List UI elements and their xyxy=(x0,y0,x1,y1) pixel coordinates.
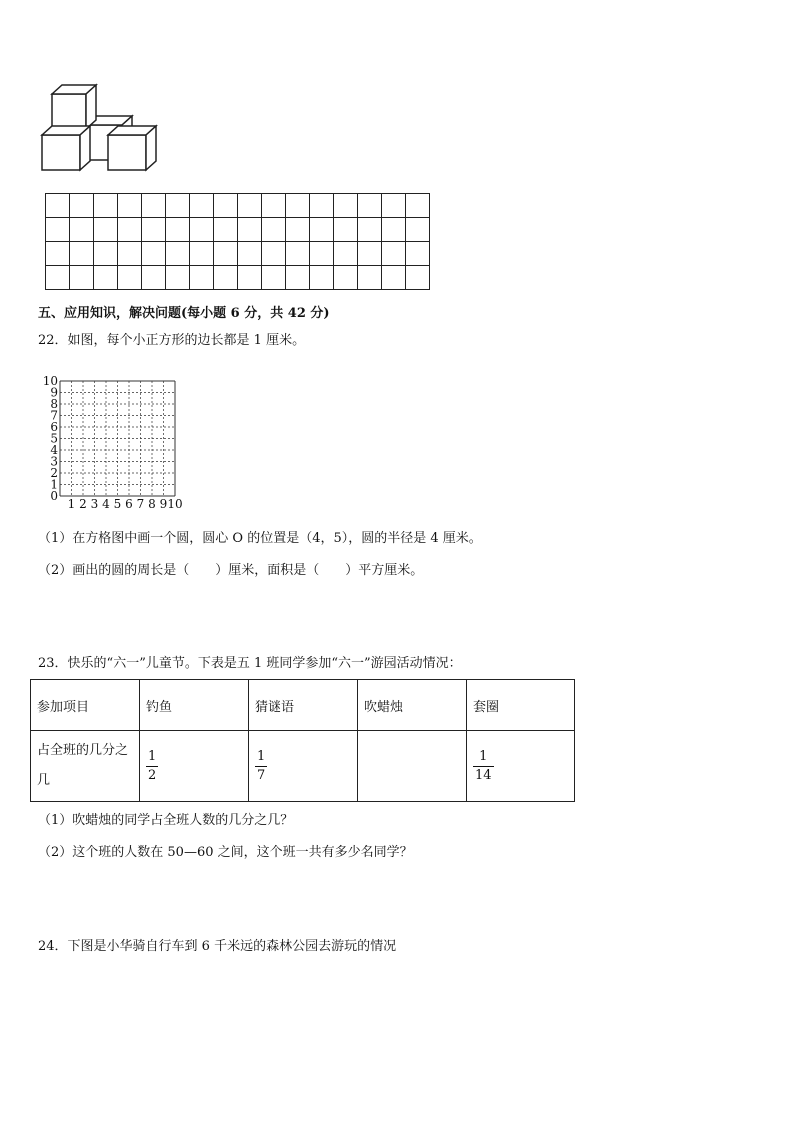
grid-cell[interactable] xyxy=(214,266,238,290)
fraction-cell-empty[interactable] xyxy=(358,731,467,802)
fraction-cell xyxy=(467,731,575,802)
row-label-cell: 占全班的几分之几 xyxy=(31,731,140,802)
fraction xyxy=(146,749,158,784)
activity-table xyxy=(30,679,575,802)
fraction-denominator: 14 xyxy=(475,767,492,783)
grid-cell[interactable] xyxy=(166,194,190,218)
x-axis-label: 4 xyxy=(102,497,110,511)
grid-cell[interactable] xyxy=(190,242,214,266)
grid-cell[interactable] xyxy=(334,194,358,218)
grid-cell[interactable] xyxy=(70,194,94,218)
grid-cell[interactable] xyxy=(70,266,94,290)
q23-part1: （1）吹蜡烛的同学占全班人数的几分之几？ xyxy=(38,813,294,828)
grid-cell[interactable] xyxy=(70,242,94,266)
grid-cell[interactable] xyxy=(334,266,358,290)
grid-row xyxy=(46,218,430,242)
fraction-denominator: 2 xyxy=(148,767,157,783)
y-axis-label: 0 xyxy=(50,489,58,503)
grid-cell[interactable] xyxy=(190,194,214,218)
coordinate-grid[interactable] xyxy=(35,368,195,513)
grid-cell[interactable] xyxy=(310,266,334,290)
x-axis-label: 5 xyxy=(113,497,122,511)
grid-cell[interactable] xyxy=(46,266,70,290)
grid-cell[interactable] xyxy=(214,194,238,218)
grid-cell[interactable] xyxy=(334,218,358,242)
grid-cell[interactable] xyxy=(118,218,142,242)
q22-stem: 22．如图，每个小正方形的边长都是 1 厘米。 xyxy=(38,333,306,348)
y-axis-label: 1 xyxy=(50,477,58,492)
grid-cell[interactable] xyxy=(238,194,262,218)
grid-cell[interactable] xyxy=(118,194,142,218)
q22-part2: （2）画出的圆的周长是（ ）厘米，面积是（ ）平方厘米。 xyxy=(38,563,424,578)
x-axis-label: 2 xyxy=(79,497,87,511)
q24-stem: 24．下图是小华骑自行车到 6 千米远的森林公园去游玩的情况 xyxy=(38,939,397,954)
grid-cell[interactable] xyxy=(334,242,358,266)
x-axis-label: 10 xyxy=(167,497,183,511)
grid-cell[interactable] xyxy=(214,218,238,242)
fraction-denominator: 7 xyxy=(257,767,266,783)
grid-cell[interactable] xyxy=(238,266,262,290)
grid-cell[interactable] xyxy=(238,242,262,266)
grid-cell[interactable] xyxy=(286,194,310,218)
fraction-numerator: 1 xyxy=(257,748,266,764)
x-axis-label: 1 xyxy=(67,497,76,511)
grid-cell[interactable] xyxy=(142,266,166,290)
grid-cell[interactable] xyxy=(190,218,214,242)
grid-cell[interactable] xyxy=(358,194,382,218)
grid-cell[interactable] xyxy=(46,218,70,242)
grid-cell[interactable] xyxy=(94,218,118,242)
grid-cell[interactable] xyxy=(190,266,214,290)
grid-cell[interactable] xyxy=(310,218,334,242)
grid-cell[interactable] xyxy=(166,266,190,290)
y-axis-label: 5 xyxy=(50,431,58,446)
cube-stack-figure xyxy=(38,80,168,175)
item-cell: 猜谜语 xyxy=(249,680,358,731)
grid-cell[interactable] xyxy=(94,266,118,290)
grid-cell[interactable] xyxy=(382,266,406,290)
grid-cell[interactable] xyxy=(262,194,286,218)
q23-stem: 23．快乐的“六一”儿童节。下表是五 1 班同学参加“六一”游园活动情况： xyxy=(38,656,462,671)
grid-cell[interactable] xyxy=(166,242,190,266)
q22-part1: （1）在方格图中画一个圆，圆心 O 的位置是（4，5），圆的半径是 4 厘米。 xyxy=(38,531,482,546)
item-cell: 钓鱼 xyxy=(140,680,249,731)
grid-cell[interactable] xyxy=(46,242,70,266)
grid-cell[interactable] xyxy=(94,194,118,218)
x-axis-label: 8 xyxy=(148,497,156,511)
y-axis-label: 4 xyxy=(50,443,58,457)
item-cell: 吹蜡烛 xyxy=(358,680,467,731)
grid-cell[interactable] xyxy=(310,242,334,266)
grid-cell[interactable] xyxy=(310,194,334,218)
fraction-numerator: 1 xyxy=(479,748,488,764)
grid-cell[interactable] xyxy=(142,218,166,242)
fraction-numerator: 1 xyxy=(148,748,157,764)
table-header-row xyxy=(31,680,575,731)
grid-row xyxy=(46,242,430,266)
y-axis-label: 10 xyxy=(42,374,58,388)
grid-cell[interactable] xyxy=(118,266,142,290)
grid-cell[interactable] xyxy=(142,194,166,218)
y-axis-label: 6 xyxy=(50,420,58,434)
grid-cell[interactable] xyxy=(382,194,406,218)
section-five-title: 五、应用知识，解决问题(每小题 6 分，共 42 分) xyxy=(38,306,330,321)
table-fraction-row xyxy=(31,731,575,802)
x-axis-label: 7 xyxy=(136,497,145,511)
header-label-cell: 参加项目 xyxy=(31,680,140,731)
grid-cell[interactable] xyxy=(358,266,382,290)
grid-cell[interactable] xyxy=(358,218,382,242)
y-axis-label: 9 xyxy=(50,385,58,400)
grid-cell[interactable] xyxy=(406,266,430,290)
fraction xyxy=(473,749,494,784)
grid-cell[interactable] xyxy=(406,194,430,218)
y-axis-label: 8 xyxy=(50,397,58,411)
drawing-grid[interactable] xyxy=(45,193,430,290)
grid-cell[interactable] xyxy=(358,242,382,266)
grid-cell[interactable] xyxy=(382,218,406,242)
grid-cell[interactable] xyxy=(406,242,430,266)
fraction xyxy=(255,749,267,784)
grid-cell[interactable] xyxy=(286,242,310,266)
grid-cell[interactable] xyxy=(214,242,238,266)
grid-cell[interactable] xyxy=(286,218,310,242)
grid-cell[interactable] xyxy=(262,266,286,290)
y-axis-label: 3 xyxy=(50,454,58,469)
item-cell: 套圈 xyxy=(467,680,575,731)
grid-cell[interactable] xyxy=(94,242,118,266)
grid-row xyxy=(46,194,430,218)
grid-row xyxy=(46,266,430,290)
grid-cell[interactable] xyxy=(166,218,190,242)
grid-cell[interactable] xyxy=(46,194,70,218)
grid-cell[interactable] xyxy=(118,242,142,266)
x-axis-label: 6 xyxy=(125,497,133,511)
grid-cell[interactable] xyxy=(406,218,430,242)
grid-cell[interactable] xyxy=(70,218,94,242)
x-axis-label: 3 xyxy=(90,497,99,511)
x-axis-label: 9 xyxy=(159,497,168,511)
grid-cell[interactable] xyxy=(142,242,166,266)
grid-cell[interactable] xyxy=(286,266,310,290)
grid-cell[interactable] xyxy=(238,218,262,242)
fraction-cell xyxy=(140,731,249,802)
y-axis-label: 7 xyxy=(50,408,58,423)
y-axis-label: 2 xyxy=(50,466,58,480)
fraction-cell xyxy=(249,731,358,802)
grid-cell[interactable] xyxy=(262,242,286,266)
grid-cell[interactable] xyxy=(382,242,406,266)
q23-part2: （2）这个班的人数在 50—60 之间，这个班一共有多少名同学？ xyxy=(38,845,413,860)
grid-cell[interactable] xyxy=(262,218,286,242)
